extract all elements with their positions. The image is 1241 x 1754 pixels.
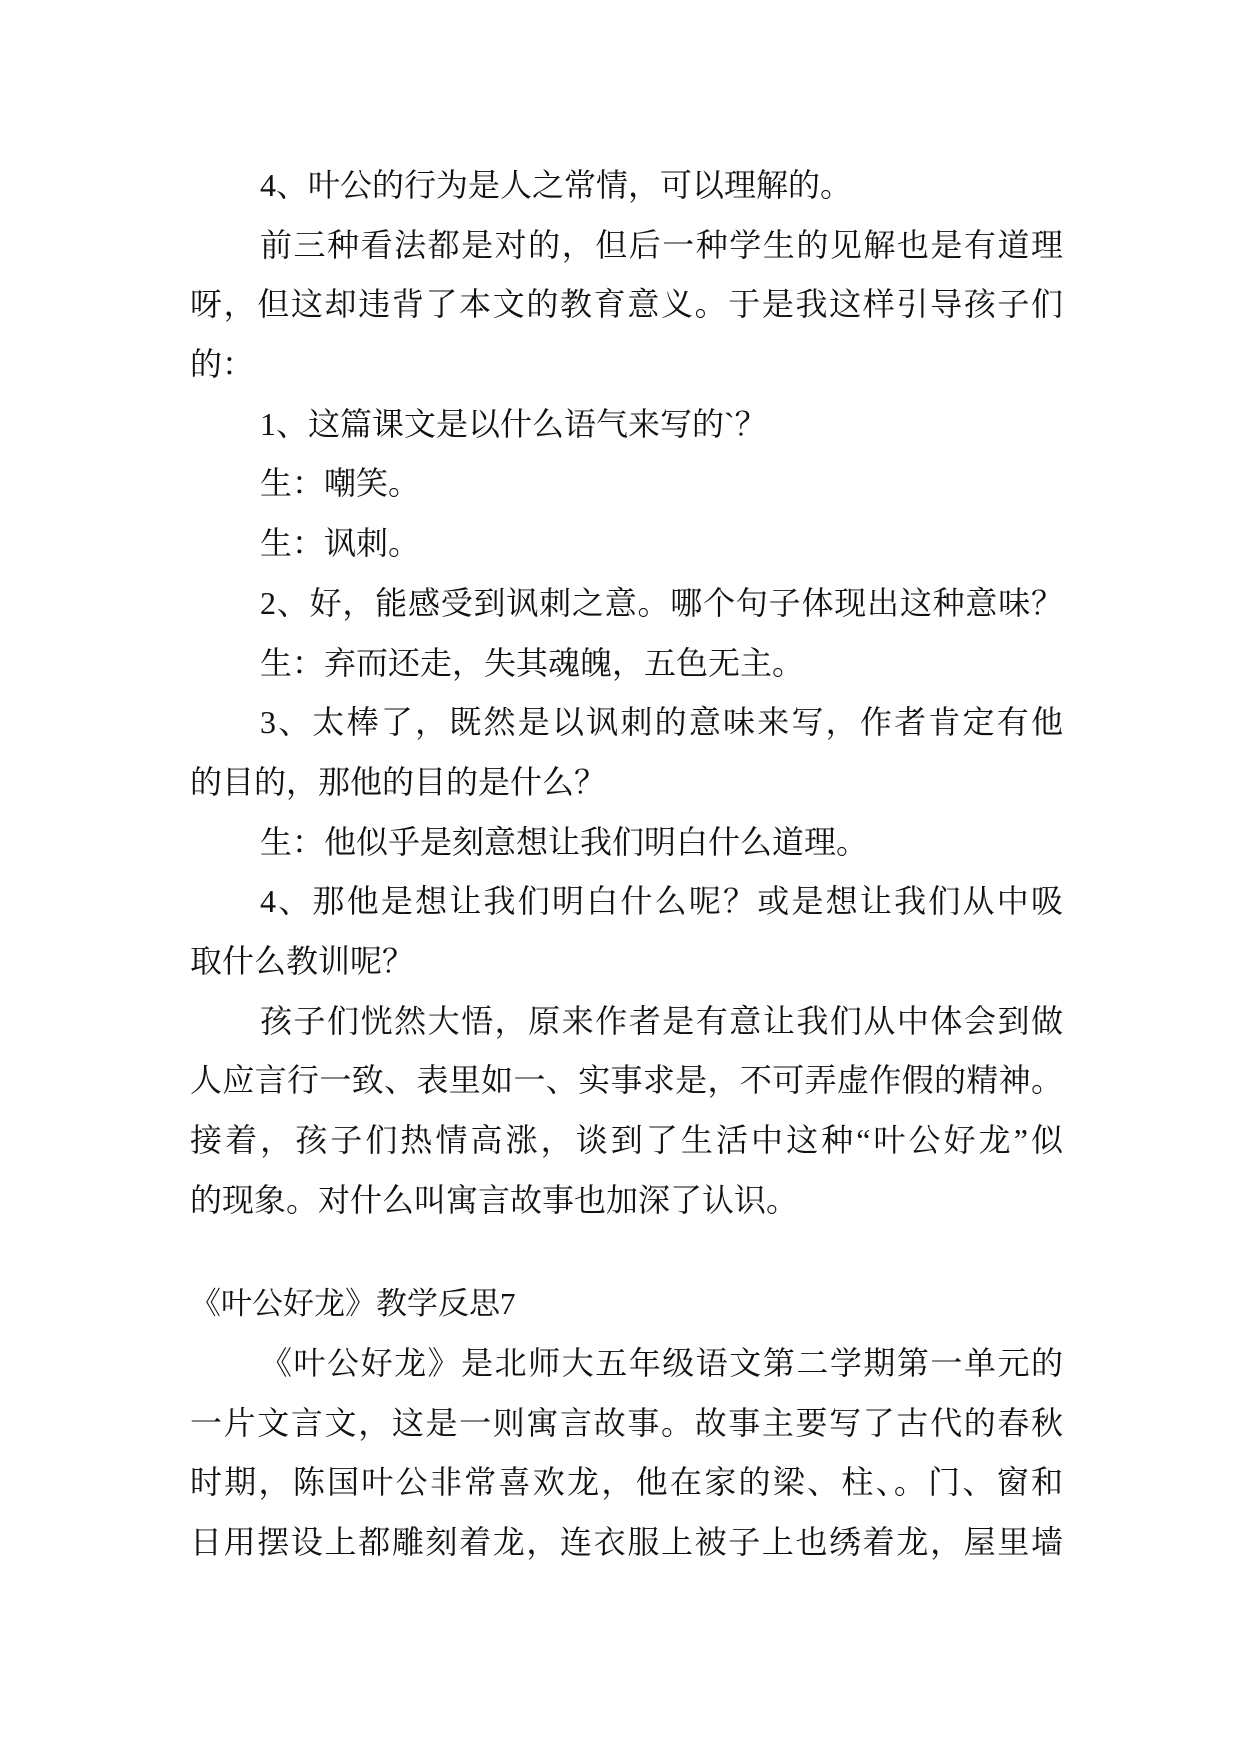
text-line: 的目的，那他的目的是什么？ [190, 763, 607, 800]
text-line: 前三种看法都是对的，但后一种学生的见解也是有道理 [260, 226, 1063, 263]
text-line: 的现象。对什么叫寓言故事也加深了认识。 [190, 1181, 799, 1218]
document-page [190, 156, 1063, 1573]
paragraph [190, 156, 1063, 216]
text-line: 日用摆设上都雕刻着龙，连衣服上被子上也绣着龙，屋里墙 [190, 1524, 1063, 1561]
text-line: 生：弃而还走，失其魂魄，五色无主。 [260, 644, 805, 681]
paragraph [190, 693, 1063, 812]
paragraph [190, 872, 1063, 991]
text-line: 接着，孩子们热情高涨，谈到了生活中这种“叶公好龙”似 [190, 1122, 1063, 1158]
paragraph [190, 992, 1063, 1231]
text-line: 呀，但这却违背了本文的教育意义。于是我这样引导孩子们 [190, 286, 1063, 323]
text-line: 4、叶公的行为是人之常情，可以理解的。 [260, 167, 853, 203]
paragraph [190, 1334, 1063, 1573]
text-line: 取什么教训呢？ [190, 942, 415, 979]
section-heading: 《叶公好龙》教学反思7 [190, 1286, 516, 1322]
text-line: 1、这篇课文是以什么语气来写的`？ [260, 405, 767, 442]
paragraph [190, 813, 1063, 873]
text-line: 3、太棒了，既然是以讽刺的意味来写，作者肯定有他 [260, 704, 1063, 741]
text-line: 孩子们恍然大悟，原来作者是有意让我们从中体会到做 [260, 1002, 1063, 1039]
text-line: 生：嘲笑。 [260, 465, 421, 502]
paragraph [190, 216, 1063, 395]
paragraph [190, 454, 1063, 514]
text-line: 一片文言文，这是一则寓言故事。故事主要写了古代的春秋 [190, 1404, 1063, 1441]
text-line: 2、好，能感受到讽刺之意。哪个句子体现出这种意味？ [260, 584, 1063, 621]
paragraph [190, 395, 1063, 455]
paragraph [190, 634, 1063, 694]
paragraph [190, 514, 1063, 574]
paragraph [190, 574, 1063, 634]
text-line: 的： [190, 346, 255, 383]
text-line: 生：他似乎是刻意想让我们明白什么道理。 [260, 823, 869, 860]
text-line: 人应言行一致、表里如一、实事求是，不可弄虚作假的精神。 [190, 1062, 1063, 1099]
text-line: 4、那他是想让我们明白什么呢？或是想让我们从中吸 [260, 883, 1063, 920]
text-line: 时期，陈国叶公非常喜欢龙，他在家的梁、柱、。门、窗和 [190, 1464, 1063, 1501]
text-line: 《叶公好龙》是北师大五年级语文第二学期第一单元的 [260, 1345, 1063, 1382]
text-line: 生：讽刺。 [260, 525, 421, 562]
